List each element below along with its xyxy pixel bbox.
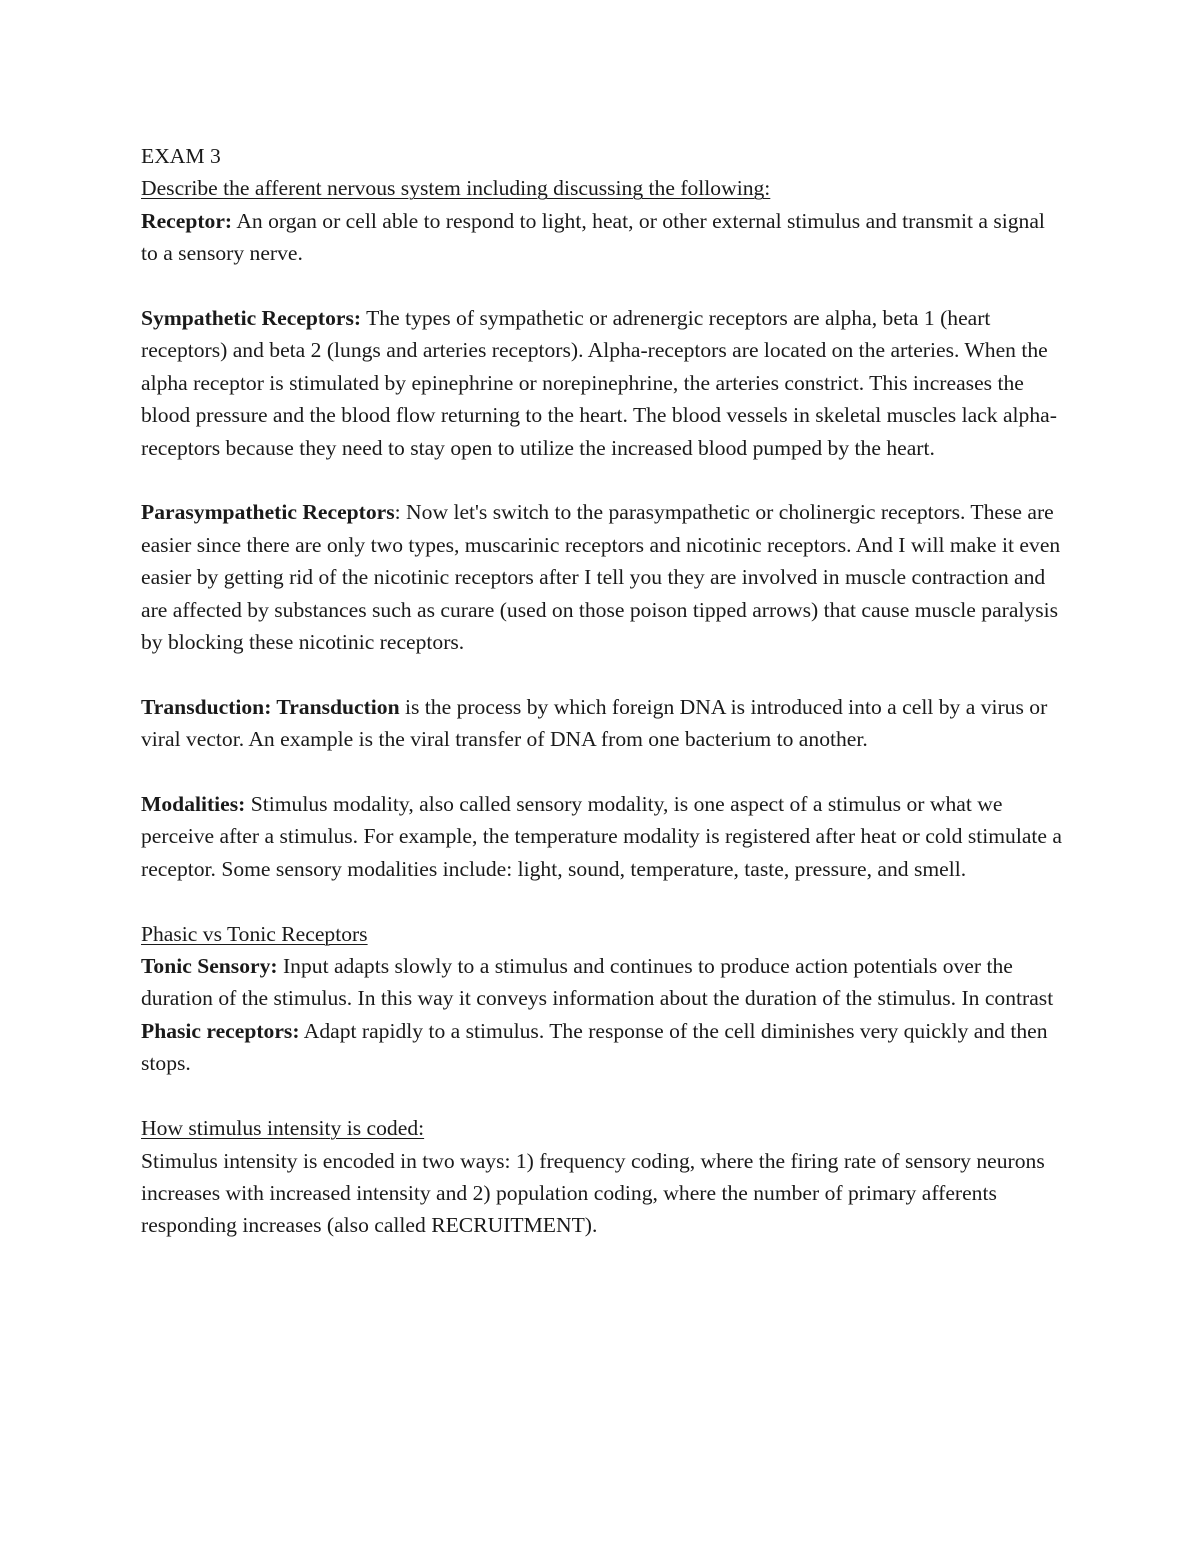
sympathetic-term: Sympathetic Receptors:	[141, 306, 362, 331]
intensity-section	[141, 1112, 1062, 1242]
transduction-text: is the process by which foreign DNA is introduced into a cell by a virus or viral vector. An example is the viral transfer of DNA from one bacterium to another.	[141, 694, 1048, 752]
receptor-term: Receptor:	[141, 208, 233, 233]
phasic-text: Adapt rapidly to a stimulus. The response of the cell diminishes very quickly and then stops.	[141, 1018, 1048, 1076]
sympathetic-paragraph	[141, 302, 1062, 464]
parasympathetic-term: Parasympathetic Receptors	[141, 500, 395, 525]
receptor-paragraph	[141, 205, 1062, 270]
tonic-term: Tonic Sensory:	[141, 954, 278, 979]
intensity-heading: How stimulus intensity is coded:	[141, 1116, 425, 1141]
tonic-paragraph	[141, 950, 1062, 1015]
transduction-paragraph	[141, 691, 1062, 756]
receptor-text: An organ or cell able to respond to light, heat, or other external stimulus and transmit a signal to a sensory nerve.	[141, 208, 1045, 266]
modalities-paragraph	[141, 788, 1062, 885]
phasic-paragraph	[141, 1015, 1062, 1080]
tonic-text: Input adapts slowly to a stimulus and continues to produce action potentials over the duration of the stimulus. In this way it conveys information about the duration of the stimulus. In contrast	[141, 954, 1054, 1011]
sympathetic-text: The types of sympathetic or adrenergic receptors are alpha, beta 1 (heart receptors) and beta 2 (lungs and arteries receptors). Alpha-receptors are located on the arteries. When the alpha receptor is stimulated by epinephrine or norepinephrine, the arteries constrict. This increases the blood pressure and the blood flow returning to the heart. The blood vessels in skeletal muscles lack alpha-receptors because they need to stay open to utilize the increased blood pumped by the heart.	[141, 306, 1057, 460]
parasympathetic-text: : Now let's switch to the parasympathetic or cholinergic receptors. These are easier since there are only two types, muscarinic receptors and nicotinic receptors. And I will make it even easier by getting rid of the nicotinic receptors after I tell you they are involved in muscle contraction and are affected by substances such as curare (used on those poison tipped arrows) that cause muscle paralysis by blocking these nicotinic receptors.	[141, 500, 1061, 655]
header-block	[141, 140, 1062, 270]
phasic-term: Phasic receptors:	[141, 1018, 300, 1043]
phasic-tonic-section	[141, 918, 1062, 1080]
transduction-term: Transduction: Transduction	[141, 694, 400, 719]
prompt-heading: Describe the afferent nervous system including discussing the following:	[141, 176, 771, 201]
modalities-text: Stimulus modality, also called sensory modality, is one aspect of a stimulus or what we perceive after a stimulus. For example, the temperature modality is registered after heat or cold stimulate a receptor. Some sensory modalities include: light, sound, temperature, taste, pressure, and smell.	[141, 792, 1062, 881]
exam-title: EXAM 3	[141, 144, 221, 168]
parasympathetic-paragraph	[141, 496, 1062, 658]
phasic-tonic-heading: Phasic vs Tonic Receptors	[141, 921, 368, 946]
modalities-term: Modalities:	[141, 792, 246, 817]
intensity-paragraph: Stimulus intensity is encoded in two ways: 1) frequency coding, where the firing rate of sensory neurons increases with increased intensity and 2) population coding, where the number of primary afferents responding increases (also called RECRUITMENT).	[141, 1148, 1045, 1238]
